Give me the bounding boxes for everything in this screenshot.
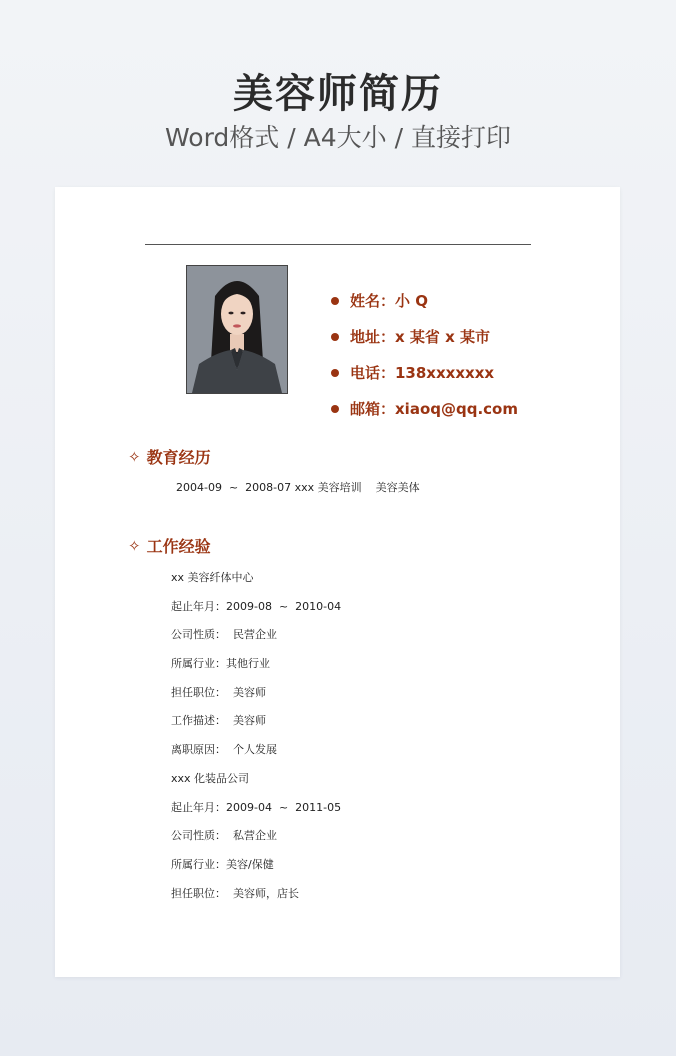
sparkle-icon: ✧ [128,447,141,466]
contact-info [331,283,518,427]
work-line: 担任职位： 美容师 [171,685,266,699]
work-line: 离职原因： 个人发展 [171,743,277,757]
top-divider [145,244,531,245]
bullet-icon [331,369,339,377]
work-line: 工作描述： 美容师 [171,714,266,728]
work-line: 担任职位： 美容师，店长 [171,886,299,900]
phone-text: 电话：138xxxxxxx [350,364,495,382]
bullet-icon [331,297,339,305]
info-address [331,319,518,355]
education-heading [128,445,211,468]
profile-photo [186,265,288,394]
work-line: 起止年月：2009-04 ~ 2011-05 [171,800,342,814]
work-line: 公司性质： 民营企业 [171,628,277,642]
education-entry: 2004-09 ~ 2008-07 xxx 美容培训 美容美体 [176,481,420,494]
bullet-icon [331,333,339,341]
page-subtitle: Word格式 / A4大小 / 直接打印 [165,123,511,152]
work-line: 所属行业：美容/保健 [171,857,274,871]
work-experience-list [171,571,341,915]
info-phone [331,355,518,391]
work-heading-text: 工作经验 [146,537,211,556]
bullet-icon [331,405,339,413]
page-title: 美容师简历 [233,71,443,117]
work-line: 公司性质： 私营企业 [171,829,277,843]
sparkle-icon: ✧ [128,536,141,555]
info-email [331,391,518,427]
education-heading-text: 教育经历 [146,448,211,467]
email-text: 邮箱：xiaoq@qq.com [350,400,518,418]
name-text: 姓名：小 Q [350,292,428,310]
work-line: xxx 化装品公司 [171,771,250,785]
work-line: 起止年月：2009-08 ~ 2010-04 [171,599,342,613]
address-text: 地址：x 某省 x 某市 [350,328,491,346]
work-line: xx 美容纤体中心 [171,571,254,584]
work-line: 所属行业：其他行业 [171,657,270,671]
work-heading [128,534,211,557]
resume-page [55,187,620,977]
info-name [331,283,518,319]
